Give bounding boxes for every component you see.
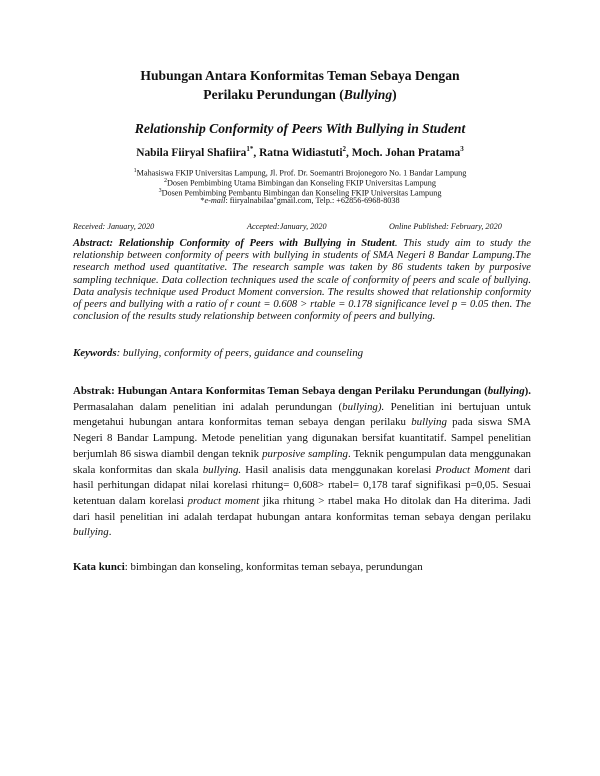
- abstract-id-s2: Penelitian ini bertujuan untuk mengetahui hubungan antara konformitas teman sebaya dengan perilaku: [73, 400, 532, 429]
- accepted-date: Accepted:January, 2020: [247, 222, 327, 231]
- affiliation-3-text: Dosen Pembimbing Pembantu Bimbingan dan Konseling FKIP Universitas Lampung: [161, 188, 442, 198]
- affiliation-2-num: 2: [164, 178, 168, 184]
- published-date: Online Published: February, 2020: [389, 222, 502, 231]
- author-1: Nabila Fiiryal Shafiira: [136, 146, 247, 159]
- contact-line: [60, 196, 540, 206]
- title-line-2-end: ): [392, 87, 397, 102]
- abstract-english-heading: Abstract: Relationship Conformity of Peers with Bullying in Student: [73, 238, 395, 249]
- affiliation-2-text: Dosen Pembimbing Utama Bimbingan dan Konseling FKIP Universitas Lampung: [167, 178, 436, 188]
- abstract-indonesian-heading-bullying: bullying: [487, 385, 525, 397]
- keywords-english: [73, 347, 531, 359]
- abstract-id-s2-it: bullying: [411, 416, 447, 429]
- abstract-id-s5: Hasil analisis data menggunakan korelasi: [241, 463, 436, 476]
- abstract-indonesian-heading-end: ).: [524, 385, 531, 397]
- abstract-english: [73, 238, 531, 323]
- keywords-english-text: : bullying, conformity of peers, guidance and counseling: [116, 347, 364, 359]
- email-and-phone: : fiiryalnabilaa"gmail.com, Telp.: +62856-6968-8038: [225, 196, 400, 205]
- abstract-english-body: . This study aim to study the relationship between conformity of peers with bullying in students of SMA Negeri 8 Bandar Lampung.The research method used quantitative. The research sample was taken by 86 students taken by purposive sampling technique. Data collection techniques used the scale of conformity of peers and scale of bullying. Data analysis technique used Product Moment conversion. The results showed that relationship conformity of peers and bullying with a ratio of r count = 0.608 > rtable = 0.178 significance level p = 0.05 then. The conclusion of the results study relationship between conformity of peers and bullying.: [73, 238, 531, 323]
- keywords-indonesian-label: Kata kunci: [73, 561, 125, 573]
- abstract-id-s3-it: purposive sampling: [262, 447, 348, 460]
- abstract-id-s6: dari hasil perhitungan didapat nilai korelasi rhitung= 0,608> rtabel= 0,178 taraf signifikasi p=0,05. Sesuai ketentuan dalam korelasi: [73, 463, 532, 507]
- keywords-english-label: Keywords: [73, 347, 117, 359]
- affiliation-1-num: 1: [133, 168, 137, 174]
- paper-title: [60, 66, 540, 104]
- abstract-id-s1: Permasalahan dalam penelitian ini adalah perundungan (: [73, 400, 343, 413]
- abstract-id-s6-it: product moment: [187, 494, 260, 507]
- received-date: Received: January, 2020: [73, 222, 155, 231]
- abstract-id-s3: pada siswa SMA Negeri 8 Bandar Lampung. Metode penelitian yang digunakan bersifat kuantitatif. Sampel penelitian berjumlah 86 siswa diambil dengan teknik: [73, 416, 531, 460]
- affiliation-1-text: Mahasiswa FKIP Universitas Lampung, Jl. Prof. Dr. Soemantri Brojonegoro No. 1 Bandar Lampung: [136, 168, 467, 178]
- keywords-indonesian-text: : bimbingan dan konseling, konformitas teman sebaya, perundungan: [124, 561, 423, 573]
- abstract-indonesian-heading: Abstrak: Hubungan Antara Konformitas Teman Sebaya dengan Perilaku Perundungan (: [73, 385, 488, 397]
- title-bullying: Bullying: [343, 87, 393, 102]
- affiliation-3-num: 3: [158, 188, 162, 194]
- abstract-id-s8: .: [108, 526, 112, 539]
- title-line-2: [60, 85, 540, 104]
- email-label: e-mail: [204, 196, 226, 205]
- title-line-2-text: Perilaku Perundungan (: [203, 87, 344, 102]
- abstract-id-s4-it: bullying.: [202, 463, 242, 476]
- title-line-1: Hubungan Antara Konformitas Teman Sebaya Dengan: [140, 68, 460, 83]
- corresponding-mark: *: [200, 196, 205, 205]
- abstract-id-s4: . Teknik pengumpulan data menggunakan skala konformitas dan skala: [73, 447, 531, 476]
- abstract-id-s7: jika rhitung > rtabel maka Ho ditolak dan Ha diterima. Jadi dari hasil penelitian ini adalah terdapat hubungan antara konformitas teman sebaya dengan perilaku: [73, 494, 531, 523]
- author-2-sup: 2: [342, 145, 347, 153]
- abstract-indonesian: [73, 384, 531, 541]
- abstract-id-s5-it: Product Moment: [435, 463, 510, 476]
- author-1-sup: 1*: [246, 145, 254, 153]
- keywords-indonesian: [73, 561, 531, 573]
- abstract-id-s7-it: bullying: [73, 526, 109, 539]
- author-list: [60, 145, 540, 159]
- abstract-id-s1-it: bullying).: [342, 400, 385, 413]
- author-3: , Moch. Johan Pratama: [346, 146, 461, 159]
- author-2: , Ratna Widiastuti: [253, 146, 343, 159]
- english-title: Relationship Conformity of Peers With Bullying in Student: [134, 121, 466, 136]
- author-3-sup: 3: [460, 145, 464, 153]
